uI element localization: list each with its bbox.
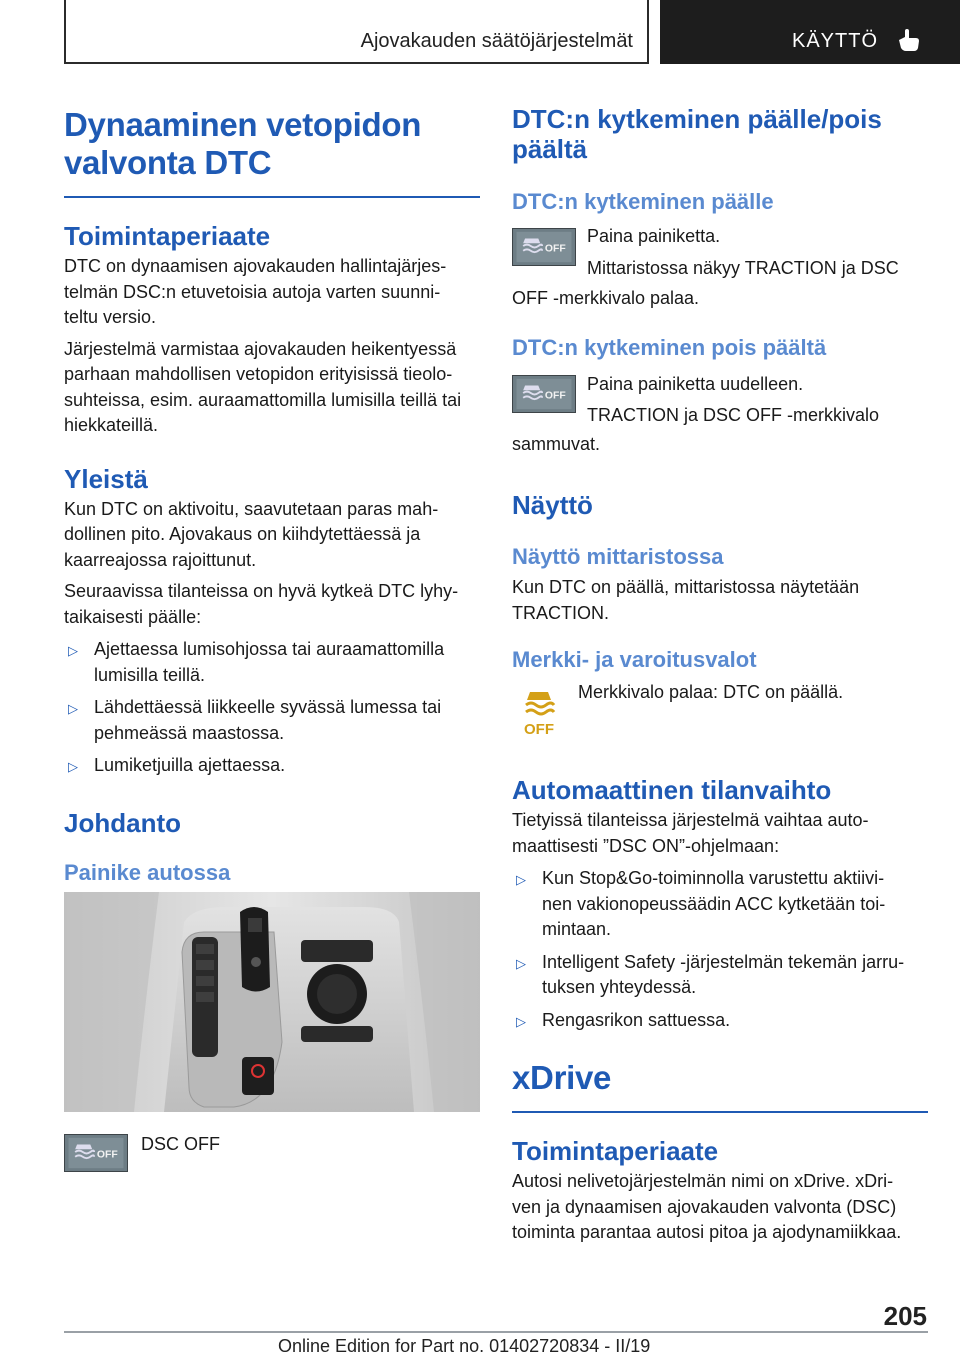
- section-title-xdrive: xDrive: [512, 1059, 612, 1096]
- list-item: ▷ Ajettaessa lumisohjossa tai auraamattomilla lumisilla teillä.: [68, 639, 445, 685]
- header-chapter-tab: [660, 0, 960, 64]
- left-column: [64, 100, 480, 887]
- photo-caption: DSC OFF: [141, 1134, 220, 1154]
- instruction-off-result: TRACTION ja DSC OFF -merkkivalo: [587, 405, 880, 425]
- instruction-off-result-cont: sammuvat.: [512, 433, 601, 454]
- center-console-photo: [64, 892, 480, 1112]
- instruction-result: Mittaristossa näkyy TRACTION ja DSC: [587, 257, 899, 278]
- right-column: [512, 100, 928, 1246]
- switch-on-block: [512, 228, 928, 292]
- general-paragraph-2: Seuraavissa tilanteissa on hyvä kytkeä DTC lyhy- taikaisesti päälle:: [64, 581, 459, 627]
- svg-text:OFF: OFF: [96, 1149, 118, 1161]
- auto-mode-text: Tietyissä tilanteissa järjestelmä vaihtaa auto- maattisesti ”DSC ON”-ohjelmaan:: [512, 810, 869, 856]
- header-section-title: Ajovakauden säätöjärjestelmät: [360, 30, 633, 52]
- heading-indicator-lights: Merkki- ja varoitusvalot: [512, 647, 757, 672]
- footer-divider: [64, 1331, 928, 1333]
- bullet-triangle-icon: ▷: [516, 955, 526, 971]
- heading-principle: Toimintaperiaate: [64, 221, 271, 251]
- console-illustration: [64, 892, 480, 1112]
- general-paragraph-1: Kun DTC on aktivoitu, saavutetaan paras mah- dollinen pito. Ajovakaus on kiihdytettäessä ja kaarreajossa rajoittunut.: [64, 498, 439, 570]
- svg-text:OFF: OFF: [544, 390, 566, 402]
- bullet-triangle-icon: ▷: [68, 759, 78, 774]
- heading-display-cluster: Näyttö mittaristossa: [512, 544, 724, 569]
- display-cluster-text: Kun DTC on päällä, mittaristossa näytetään TRACTION.: [512, 577, 860, 623]
- xdrive-principle-text: Autosi nelivetojärjestelmän nimi on xDrive. xDri- ven ja dynaamisen ajovakauden valvonta (DSC) toiminta parantaa autosi pitoa ja ajodynamiikkaa.: [512, 1171, 902, 1242]
- bullet-triangle-icon: ▷: [516, 1013, 526, 1029]
- svg-text:OFF: OFF: [524, 721, 554, 738]
- title-rule: [64, 196, 480, 198]
- heading-general: Yleistä: [64, 463, 148, 494]
- heading-button-in-car: Painike autossa: [64, 859, 231, 885]
- list-item: ▷ Lähdettäessä liikkeelle syvässä lumessa tai pehmeässä maastossa.: [68, 697, 442, 743]
- indicator-block: [512, 682, 928, 752]
- xdrive-title-rule: [512, 1111, 928, 1113]
- heading-intro: Johdanto: [64, 807, 181, 838]
- switch-off-block: [512, 375, 928, 439]
- indicator-text: Merkkivalo palaa: DTC on päällä.: [578, 682, 844, 702]
- heading-xdrive-principle: Toimintaperiaate: [512, 1136, 719, 1166]
- section-title: Dynaaminen vetopidon valvonta DTC: [64, 106, 422, 181]
- heading-switch-on: DTC:n kytkeminen päälle: [512, 189, 774, 214]
- list-item: ▷ Rengasrikon sattuessa.: [512, 1008, 928, 1034]
- header-section-tab: [64, 0, 649, 64]
- instruction-press: Paina painiketta.: [587, 226, 721, 246]
- bullet-triangle-icon: ▷: [68, 643, 78, 658]
- dsc-off-button-icon: [512, 228, 576, 266]
- footer-edition: Online Edition for Part no. 01402720834 - II/19: [278, 1336, 651, 1356]
- traction-warning-light-icon: [522, 688, 558, 738]
- header-chapter-title: KÄYTTÖ: [792, 30, 879, 52]
- instruction-result-cont: OFF -merkkivalo palaa.: [512, 288, 700, 308]
- bullet-triangle-icon: ▷: [516, 872, 526, 887]
- heading-display: Näyttö: [512, 490, 593, 520]
- heading-switch-on-off: DTC:n kytkeminen päälle/pois päältä: [512, 104, 882, 164]
- principle-paragraph-2: Järjestelmä varmistaa ajovakauden heikentyessä parhaan mahdollisen vetopidon erityisissä tieolo- suhteissa, esim. auraamattomilla lumisilla teillä tai hiekkateillä.: [64, 338, 462, 435]
- svg-text:OFF: OFF: [544, 243, 566, 255]
- dsc-off-button-icon: [64, 1134, 128, 1172]
- heading-switch-off: DTC:n kytkeminen pois päältä: [512, 334, 827, 360]
- list-item: ▷ Intelligent Safety -järjestelmän tekemän jarru- tuksen yhteydessä.: [516, 951, 905, 997]
- principle-paragraph-1: DTC on dynaamisen ajovakauden hallintajärjes- telmän DSC:n etuvetoisia autoja varten suunni- teltu versio.: [64, 256, 447, 327]
- page-number: 205: [883, 1301, 927, 1331]
- list-item: ▷ Lumiketjuilla ajettaessa.: [64, 753, 480, 779]
- dsc-off-button-icon: [512, 375, 576, 413]
- pointing-hand-icon: [896, 27, 922, 53]
- list-item: ▷ Kun Stop&Go-toiminnolla varustettu aktiivi- nen vakionopeussäädin ACC kytketään toi- mintaan.: [516, 868, 886, 939]
- instruction-press-again: Paina painiketta uudelleen.: [587, 373, 804, 394]
- bullet-triangle-icon: ▷: [68, 701, 78, 716]
- heading-auto-mode-change: Automaattinen tilanvaihto: [512, 775, 832, 805]
